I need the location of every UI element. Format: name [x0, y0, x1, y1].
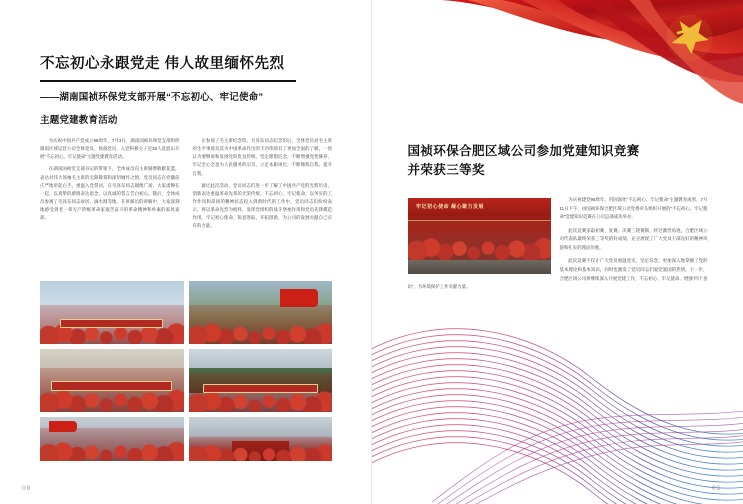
paragraph: 在参观了毛主席纪念馆、毛泽东同志纪念馆后，全体党员对毛主席的生平事迹及其为中国革命作出的丰功伟绩有了更加全面的了解，一致认为要继承和发扬党的优良传统，坚定理想信念，不断增强党性修养，牢记全心全意为人民服务的宗旨，立足本职岗位，不断锤炼自我、提升自我。	[192, 138, 332, 176]
page-subtitle: ——湖南国祯环保党支部开展“不忘初心、牢记使命”	[40, 91, 264, 103]
banner-shape	[60, 319, 163, 328]
paragraph: 此次竞赛采取初赛、复赛、决赛三轮赛制，经过激烈角逐，合肥区域公司代表队最终荣获三等奖的好成绩，充分展现了广大党员干部良好的精神风貌和扎实的理论功底。	[559, 227, 708, 250]
title-rule	[40, 80, 296, 82]
banner-shape	[203, 384, 318, 393]
left-title-block	[40, 56, 332, 126]
photo-grid	[40, 281, 332, 461]
left-body-text	[40, 137, 332, 231]
right-title-block	[408, 142, 708, 181]
group-photo-memorial	[189, 349, 333, 412]
crowd-shape	[40, 428, 184, 461]
right-body-wrap	[408, 196, 708, 297]
right-page	[372, 0, 743, 504]
competition-stage-photo	[408, 198, 551, 274]
party-emblem-icon	[666, 15, 712, 61]
group-photo-flag	[189, 281, 333, 344]
crowd-shape	[189, 305, 333, 344]
paragraph: 此次竞赛不仅让广大党员重温党史、坚定信念，更加深入地掌握了党的基本理论和基本知识，同时也激发了党员同志们爱党爱国的热情。下一步，合肥区域公司将继续深入开展党建工作，不忘初心、牢记使命、增强“四个意识”，为环境保护工作贡献力量。	[407, 258, 708, 290]
paragraph: 在湖南国祯党支部书记的带领下，全体成员向主席铜像敬献花篮，表达对伟大领袖毛主席的无限敬慕和深切缅怀之情，党员同志在党徽前庄严地举起右手、重温入党誓词，在毛泽东同志铜像广场，大家肃穆在一起，以真挚的感情表达思念，以真诚的誓言告白初心。随后，全体成员参观了毛泽东同志故居、滴水洞等地，在讲解员的讲解中，大家深刻地感受到老一辈无产阶级革命家艰苦奋斗的革命精神和朴素的家风家训。	[40, 166, 180, 221]
wave-graphic	[372, 314, 743, 504]
page-number-right: 09	[711, 485, 721, 492]
paragraph: 为庆祝中国共产党成立98周年，7月3日，湖南国祯环保党支部组织湖南区域运营公司全体党员、预备党员、入党积极分子近30人赴韶山开展“不忘初心、牢记使命”主题党建教育活动。	[40, 138, 180, 160]
party-flag-shape	[49, 421, 78, 432]
crowd-shape	[189, 437, 333, 461]
group-photo-steps	[40, 281, 184, 344]
paragraph: 通过此次活动，党员同志们进一步了解了中国共产党的光辉历史，创新表达重温革命先辈的光荣传统。不忘初心，牢记使命，以务实的工作作风和昂扬的精神状态投入到新时代的工作中。党员同志们纷纷表示，将以革命先烈为榜样，发挥党组织的战斗堡垒作用和党员先锋模范作用，牢记初心使命，锐意进取，开拓创新，为公司的发展贡献自己应有的力量。	[192, 182, 332, 229]
paragraph: 为庆祝建党98周年，巩固深化“不忘初心、牢记使命”主题教育成果，7月11日下午，由国祯环保合肥区域公司党委牵头组织开展的“不忘初心、牢记使命”党建知识竞赛在公司总部成功举办。	[559, 197, 708, 220]
stage-banner-text: 牢记初心使命 凝心聚力发展	[416, 203, 484, 210]
page-subtitle-2: 主题党建教育活动	[40, 114, 118, 126]
floor-shape	[408, 260, 551, 274]
group-photo-banner	[40, 349, 184, 412]
banner-shape	[51, 381, 172, 391]
group-photo-ceremony	[40, 417, 184, 461]
page-title-line2: 并荣获三等奖	[407, 163, 485, 178]
group-photo-redcarpet	[189, 417, 333, 461]
crowd-shape	[408, 216, 551, 260]
page-title: 不忘初心永跟党走 伟人故里缅怀先烈	[40, 56, 285, 72]
page-title: 国祯环保合肥区域公司参加党建知识竞赛	[407, 144, 640, 158]
page-number-left: 08	[22, 485, 32, 492]
red-flag-banner-graphic	[372, 0, 743, 128]
